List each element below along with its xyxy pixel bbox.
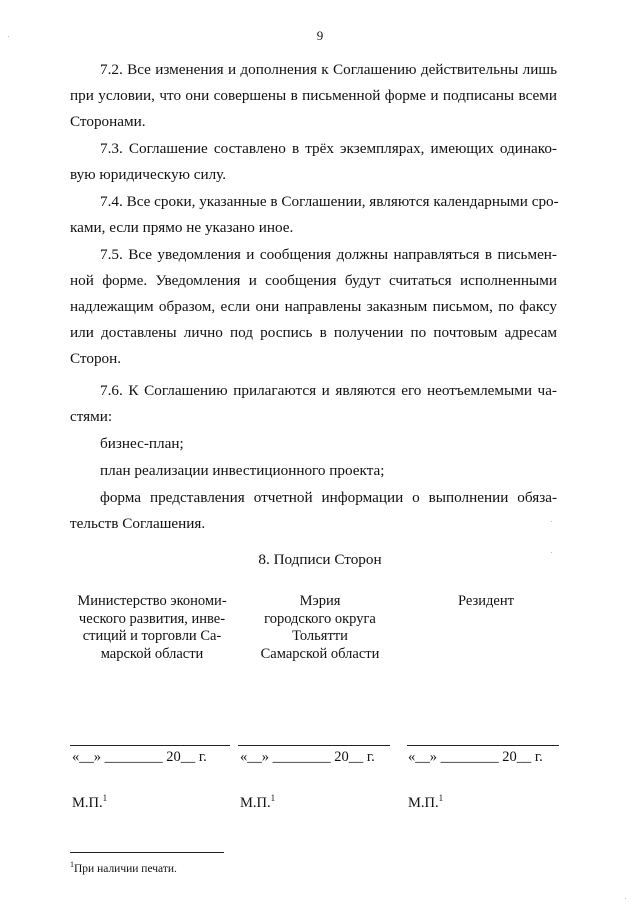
date-mayoralty: «__» ________ 20__ г. — [240, 749, 375, 765]
clause-line: Сторон. — [70, 350, 122, 367]
clause-7-2 — [70, 57, 557, 135]
page-number: 9 — [316, 28, 324, 43]
party-line: ческого развития, инве- — [78, 610, 226, 627]
party-line: Мэрия — [299, 593, 341, 609]
seal-label: М.П. — [408, 794, 439, 811]
seal-label: М.П. — [72, 794, 103, 811]
party-line: Резидент — [458, 593, 514, 609]
clause-line: Сторонами. — [70, 113, 146, 130]
signature-line-ministry — [70, 745, 230, 746]
clause-7-3 — [70, 136, 557, 188]
clause-7-4 — [70, 189, 557, 241]
attachment-item-implementation-plan: план реализации инвестиционного проекта; — [100, 462, 385, 479]
section-title: 8. Подписи Сторон — [258, 551, 382, 568]
footnote-ref: 1 — [102, 793, 108, 803]
attachment-item-business-plan: бизнес-план; — [100, 435, 184, 452]
party-line: стиций и торговли Са- — [82, 628, 222, 644]
clause-line: надлежащим образом, если они направлены заказным письмом, по факсу — [70, 298, 557, 315]
clause-line: тельств Соглашения. — [70, 515, 206, 532]
footnote-text: При наличии печати. — [74, 862, 177, 875]
seal-mark-resident — [408, 793, 443, 812]
footnote-marker: 1 — [70, 860, 74, 869]
clause-7-5 — [70, 242, 557, 372]
seal-mark-mayoralty — [240, 793, 275, 812]
scan-speck — [551, 521, 552, 522]
clause-line: стями: — [70, 408, 113, 425]
scan-speck — [625, 898, 626, 899]
clause-line: 7.2. Все изменения и дополнения к Соглашению действительны лишь — [100, 61, 557, 78]
clause-line: 7.5. Все уведомления и сообщения должны направляться в письмен- — [100, 246, 557, 263]
scan-speck — [8, 36, 9, 37]
scan-speck — [551, 552, 552, 553]
clause-line: или доставлены лично под роспись в получении по почтовым адресам — [70, 324, 557, 341]
footnote-divider — [70, 852, 224, 853]
footnote — [70, 860, 177, 875]
footnote-ref: 1 — [438, 793, 444, 803]
date-ministry: «__» ________ 20__ г. — [72, 749, 207, 765]
clause-line: форма представления отчетной информации о выполнении обяза- — [100, 489, 557, 506]
clause-line: 7.3. Соглашение составлено в трёх экземплярах, имеющих одинако- — [100, 140, 557, 157]
signature-line-mayoralty — [238, 745, 390, 746]
party-line: Тольятти — [292, 628, 348, 644]
clause-line: ной форме. Уведомления и сообщения будут считаться исполненными — [70, 272, 557, 289]
party-resident — [412, 593, 560, 611]
party-line: марской области — [100, 645, 204, 662]
signature-line-resident — [407, 745, 559, 746]
party-line: Самарской области — [260, 645, 380, 662]
party-ministry — [70, 593, 234, 663]
clause-line: 7.6. К Соглашению прилагаются и являются его неотъемлемыми ча- — [100, 382, 557, 399]
clause-line: 7.4. Все сроки, указанные в Соглашении, являются календарными сро- — [100, 193, 559, 210]
seal-mark-ministry — [72, 793, 107, 812]
party-mayoralty — [242, 593, 398, 663]
seal-label: М.П. — [240, 794, 271, 811]
clause-line: ками, если прямо не указано иное. — [70, 219, 294, 236]
party-line: городского округа — [264, 610, 376, 627]
party-line: Министерство экономи- — [77, 593, 227, 609]
footnote-ref: 1 — [270, 793, 276, 803]
clause-line: при условии, что они совершены в письменной форме и подписаны всеми — [70, 87, 557, 104]
clause-7-6 — [70, 378, 557, 430]
date-resident: «__» ________ 20__ г. — [408, 749, 543, 765]
clause-line: вую юридическую силу. — [70, 166, 227, 183]
attachment-item-report-form — [70, 485, 557, 537]
